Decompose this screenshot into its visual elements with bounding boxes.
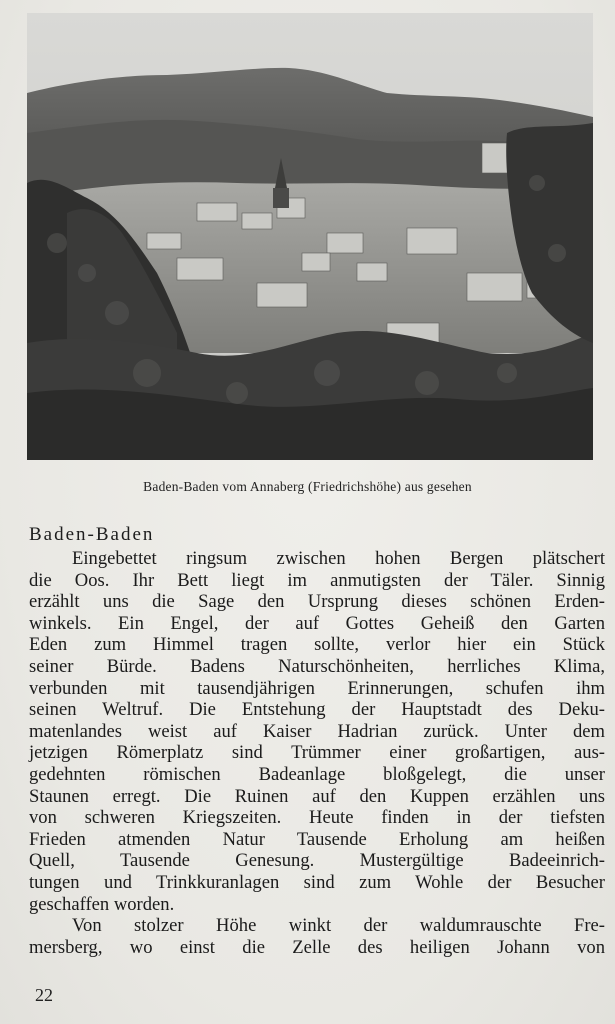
- text-line: Eingebettet ringsum zwischen hohen Bergen plätschert: [72, 548, 605, 569]
- text-line: Eden zum Himmel tragen sollte, verlor hier ein Stück: [29, 634, 605, 656]
- text-line: seinen Weltruf. Die Entstehung der Hauptstadt des Deku-: [29, 699, 605, 721]
- text-line: verbunden mit tausendjährigen Erinnerungen, schufen ihm: [29, 677, 605, 699]
- text-line: winkels. Ein Engel, der auf Gottes Geheiß den Garten: [29, 612, 605, 634]
- page-number: 22: [35, 985, 53, 1005]
- text-line: tungen und Trinkkuranlagen sind zum Wohle der Besucher: [29, 871, 605, 893]
- figure-caption: Baden-Baden vom Annaberg (Friedrichshöhe) aus gesehen: [143, 479, 472, 494]
- baden-baden-panorama-image: [27, 13, 593, 460]
- text-line: jetzigen Römerplatz sind Trümmer einer großartigen, aus-: [29, 742, 605, 764]
- text-line: geschaffen worden.: [29, 893, 175, 915]
- text-line: die Oos. Ihr Bett liegt im anmutigsten der Täler. Sinnig: [29, 569, 605, 591]
- text-line: seiner Bürde. Badens Naturschönheiten, herrliches Klima,: [29, 655, 605, 677]
- text-line: gedehnten römischen Badeanlage bloßgelegt, die unser: [29, 763, 605, 785]
- text-line: mersberg, wo einst die Zelle des heiligen Johann von: [29, 936, 605, 958]
- text-line: Von stolzer Höhe winkt der waldumrauschte Fre-: [72, 915, 605, 937]
- text-line: erzählt uns die Sage den Ursprung dieses schönen Erden-: [29, 591, 605, 613]
- text-line: Staunen erregt. Die Ruinen auf den Kuppen erzählen uns: [29, 785, 605, 807]
- landscape-photo: [27, 13, 593, 460]
- text-line: matenlandes weist auf Kaiser Hadrian zurück. Unter dem: [29, 720, 605, 742]
- article-body: [29, 548, 605, 958]
- text-line: von schweren Kriegszeiten. Heute finden in der tiefsten: [29, 807, 605, 829]
- section-heading: Baden-Baden: [29, 524, 155, 545]
- text-line: Quell, Tausende Genesung. Mustergültige Badeeinrich-: [29, 850, 605, 872]
- text-line: Frieden atmenden Natur Tausende Erholung am heißen: [29, 828, 605, 850]
